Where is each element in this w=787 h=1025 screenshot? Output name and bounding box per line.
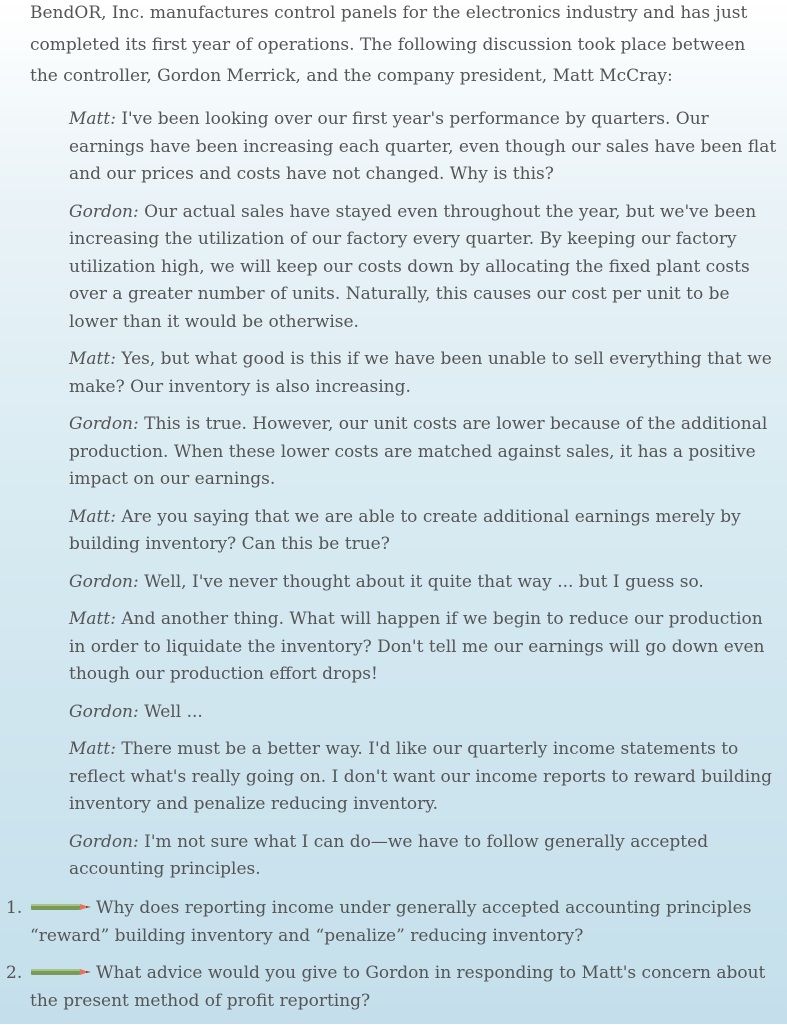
intro-paragraph: BendOR, Inc. manufactures control panels for the electronics industry and has just completed its first year of operations. The following discussion took place between the controller, Gordon Merrick, and the company president, Matt McCray: (30, 3, 748, 86)
dialogue-turn (69, 699, 781, 727)
dialogue-text: Are you saying that we are able to create additional earnings merely by building inventory? Can this be true? (69, 506, 741, 554)
dialogue-turn (69, 199, 781, 337)
dialogue-text: Well ... (138, 701, 203, 722)
dialogue-text: I'm not sure what I can do—we have to follow generally accepted accounting principles. (69, 831, 709, 879)
speaker-name: Gordon: (69, 831, 139, 852)
question-number: 2. (6, 963, 23, 983)
dialogue-turn (69, 411, 781, 494)
speaker-name: Gordon: (69, 571, 139, 592)
question-text: What advice would you give to Gordon in responding to Matt's concern about the present method of profit reporting? (30, 963, 766, 1011)
question-number: 1. (6, 898, 23, 918)
dialogue-turn (69, 606, 781, 689)
speaker-name: Matt: (69, 739, 116, 759)
pencil-icon (30, 966, 92, 978)
speaker-name: Matt: (69, 349, 116, 369)
speaker-name: Gordon: (69, 701, 139, 722)
dialogue-text: Our actual sales have stayed even throughout the year, but we've been increasing the utilization of our factory every quarter. By keeping our factory utilization high, we will keep our costs down by allocating the fixed plant costs over a greater number of units. Naturally, this causes our cost per unit to be lower than it would be otherwise. (69, 201, 757, 332)
speaker-name: Matt: (69, 506, 116, 527)
question-item (0, 895, 787, 950)
dialogue-turn (69, 346, 781, 401)
dialogue-text: Yes, but what good is this if we have been unable to sell everything that we make? Our inventory is also increasing. (69, 349, 772, 397)
dialogue (69, 106, 781, 894)
dialogue-text: And another thing. What will happen if we begin to reduce our production in order to liquidate the inventory? Don't tell me our earnings will go down even though our production effort drops! (69, 609, 765, 684)
question-item (0, 960, 787, 1015)
dialogue-text: Well, I've never thought about it quite that way ... but I guess so. (138, 571, 704, 592)
question-text: Why does reporting income under generally accepted accounting principles “reward” building inventory and “penalize” reducing inventory? (30, 898, 752, 946)
question-list (0, 895, 787, 1025)
dialogue-turn (69, 504, 781, 559)
dialogue-turn (69, 106, 781, 189)
dialogue-text: This is true. However, our unit costs are lower because of the additional production. When these lower costs are matched against sales, it has a positive impact on our earnings. (69, 414, 768, 489)
dialogue-text: I've been looking over our first year's performance by quarters. Our earnings have been increasing each quarter, even though our sales have been flat and our prices and costs have not changed. Why is this? (69, 109, 777, 184)
speaker-name: Gordon: (69, 414, 139, 434)
dialogue-turn (69, 569, 781, 597)
speaker-name: Matt: (69, 109, 116, 129)
dialogue-text: There must be a better way. I'd like our quarterly income statements to reflect what's really going on. I don't want our income reports to reward building inventory and penalize reducing inventory. (69, 739, 773, 814)
pencil-icon (30, 901, 92, 913)
dialogue-turn (69, 736, 781, 819)
speaker-name: Gordon: (69, 201, 139, 222)
dialogue-turn (69, 829, 781, 884)
speaker-name: Matt: (69, 609, 116, 629)
